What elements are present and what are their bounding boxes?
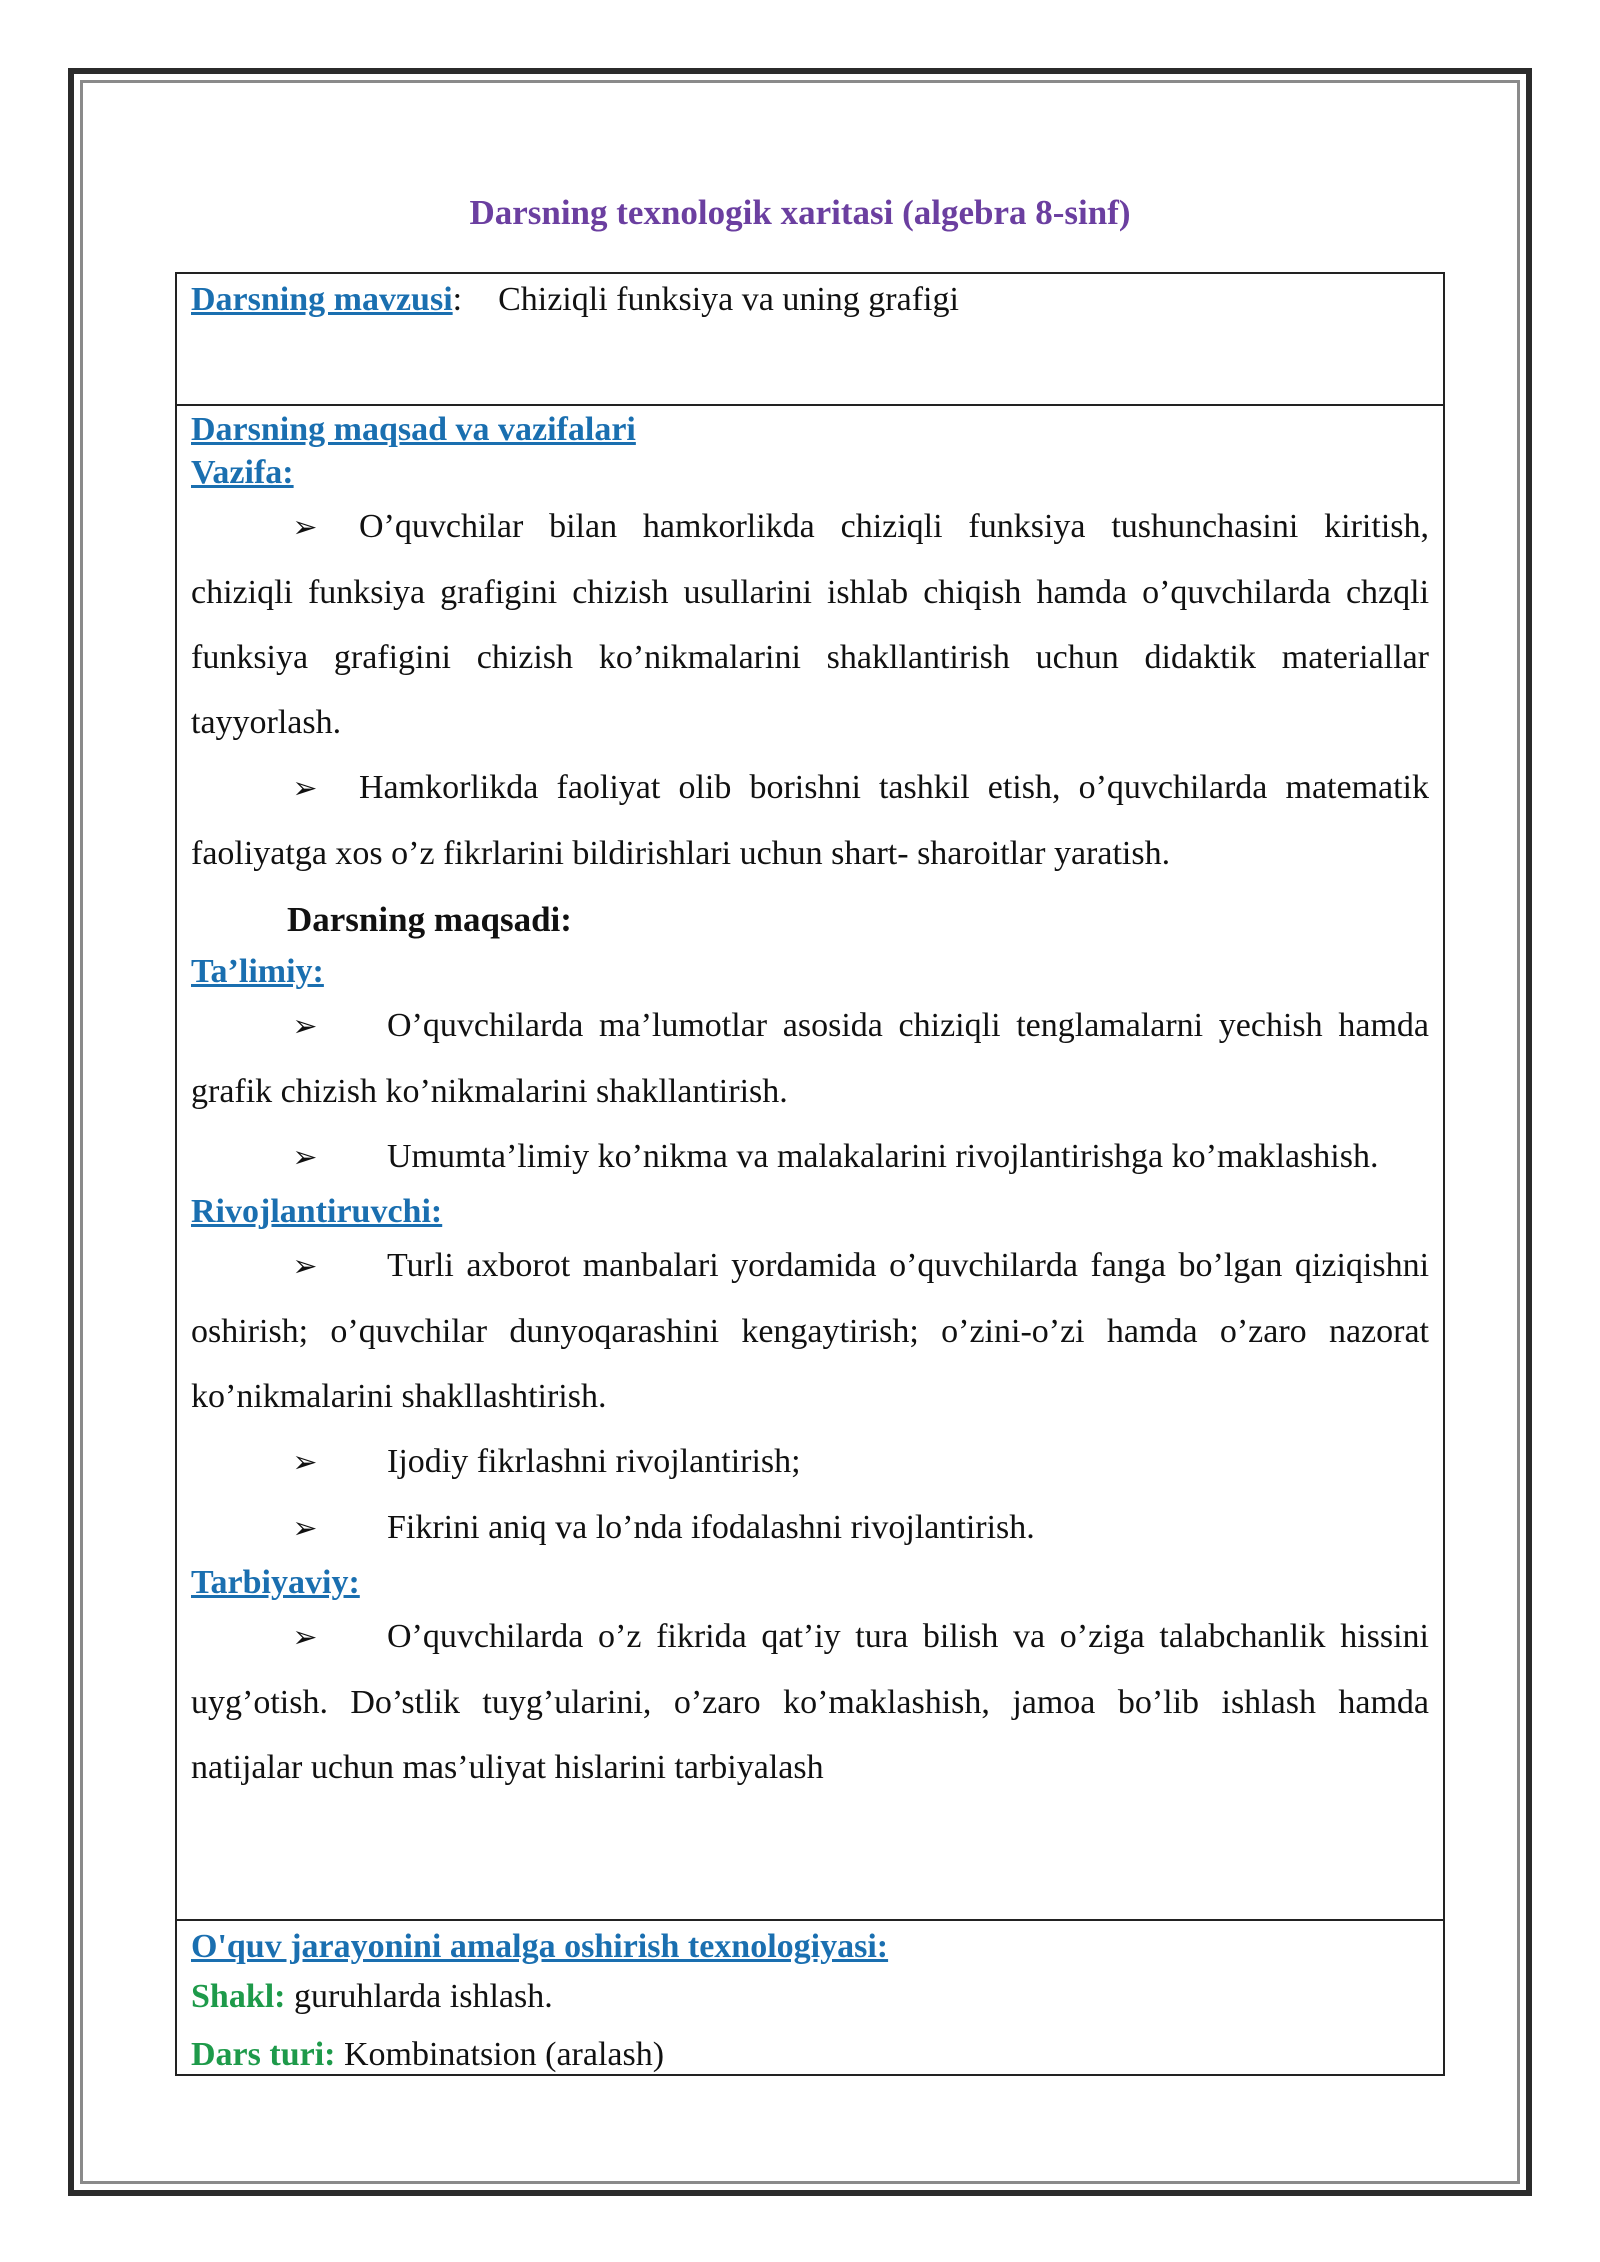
goals-heading: Darsning maqsad va vazifalari — [191, 411, 636, 448]
bullet-text-first-line: Fikrini aniq va lo’nda ifodalashni rivojlantirish. — [387, 1509, 1035, 1546]
bullet-text-first-line: Hamkorlikda faoliyat olib borishni tashkil etish, o’quvchilarda — [359, 769, 1268, 806]
maqsad-title: Darsning maqsadi: — [287, 900, 572, 939]
bullet-text-continuation: matematik faoliyatga xos o’z fikrlarini bildirishlari uchun shart- sharoitlar — [191, 769, 1430, 872]
topic-colon: : — [452, 281, 463, 318]
bullet-text-first-line: Umumta’limiy ko’nikma va malakalarini rivojlantirishga — [387, 1138, 1164, 1175]
bullet-paragraph — [191, 1495, 1429, 1561]
arrow-right-bullet-icon: ➢ — [292, 511, 318, 544]
topic-value: Chiziqli funksiya va uning grafigi — [498, 281, 959, 318]
rivojlantiruvchi-list — [191, 1233, 1429, 1561]
technology-heading: O'quv jarayonini amalga oshirish texnologiyasi: — [191, 1928, 889, 1965]
topic-line — [191, 276, 1429, 324]
arrow-right-bullet-icon: ➢ — [292, 1621, 318, 1654]
bullet-marker — [287, 1429, 323, 1495]
arrow-right-bullet-icon: ➢ — [292, 1141, 318, 1174]
bullet-marker — [287, 993, 323, 1059]
talimiy-list — [191, 993, 1429, 1190]
bullet-marker — [287, 1604, 323, 1670]
topic-row — [177, 274, 1443, 404]
bullet-text-continuation: hissini uyg’otish. Do’stlik tuyg’ularini, o’zaro ko’maklashish, jamoa bo’lib — [191, 1618, 1429, 1721]
dars-turi-line — [191, 2026, 1429, 2084]
bullet-text-continuation: hamda grafik chizish ko’nikmalarini shakllantirish. — [191, 1007, 1429, 1110]
bullet-text-continuation: chiziqli funksiya grafigini chizish usullarini ishlab chiqish hamda o’quvchilarda — [191, 574, 1331, 611]
bullet-text-first-line: O’quvchilar bilan hamkorlikda chiziqli funksiya tushunchasini kiritish, — [359, 508, 1429, 545]
bullet-marker — [287, 494, 323, 560]
rivojlantiruvchi-label: Rivojlantiruvchi: — [191, 1193, 443, 1230]
bullet-marker — [287, 1495, 323, 1561]
dars-turi-label: Dars turi: — [191, 2036, 336, 2073]
arrow-right-bullet-icon: ➢ — [292, 772, 318, 805]
topic-label: Darsning mavzusi — [191, 281, 453, 318]
tarbiyaviy-label: Tarbiyaviy: — [191, 1564, 360, 1601]
document-title: Darsning texnologik xaritasi (algebra 8-sinf) — [469, 193, 1131, 232]
technology-row — [177, 1919, 1443, 2074]
shakl-label: Shakl: — [191, 1978, 286, 2015]
bullet-paragraph — [191, 993, 1429, 1124]
bullet-text-first-line: Ijodiy fikrlashni rivojlantirish; — [387, 1443, 801, 1480]
bullet-paragraph — [191, 494, 1429, 755]
arrow-right-bullet-icon: ➢ — [292, 1250, 318, 1283]
talimiy-label: Ta’limiy: — [191, 953, 324, 990]
bullet-paragraph — [191, 1604, 1429, 1800]
bullet-paragraph — [191, 1233, 1429, 1429]
bullet-marker — [287, 1124, 323, 1190]
bullet-marker — [287, 755, 323, 821]
bullet-text-first-line: O’quvchilarda o’z fikrida qat’iy tura bilish va o’ziga talabchanlik — [387, 1618, 1326, 1655]
bullet-text-continuation: ko’maklashish. — [1171, 1138, 1379, 1175]
vazifa-label: Vazifa: — [191, 454, 294, 491]
bullet-text-first-line: O’quvchilarda ma’lumotlar asosida chiziqli tenglamalarni yechish — [387, 1007, 1323, 1044]
bullet-text-continuation: chzqli funksiya grafigini chizish ko’nikmalarini shakllantirish uchun didaktik — [191, 574, 1430, 676]
bullet-marker — [287, 1233, 323, 1299]
bullet-text-continuation: materiallar tayyorlash. — [191, 639, 1430, 741]
bullet-text-first-line: Turli axborot manbalari yordamida o’quvchilarda fanga bo’lgan — [387, 1247, 1283, 1284]
arrow-right-bullet-icon: ➢ — [292, 1446, 318, 1479]
bullet-paragraph — [191, 1429, 1429, 1495]
arrow-right-bullet-icon: ➢ — [292, 1010, 318, 1043]
arrow-right-bullet-icon: ➢ — [292, 1512, 318, 1545]
bullet-paragraph — [191, 1124, 1429, 1190]
shakl-value: guruhlarda ishlash. — [294, 1978, 553, 2015]
lesson-map-table — [175, 272, 1445, 2076]
tarbiyaviy-list — [191, 1604, 1429, 1800]
bullet-text-continuation: o’zaro nazorat ko’nikmalarini shakllashtirish. — [191, 1313, 1429, 1415]
dars-turi-value: Kombinatsion (aralash) — [343, 2036, 665, 2073]
bullet-text-continuation: qiziqishni oshirish; o’quvchilar dunyoqarashini kengaytirish; o’zini-o’zi hamda — [191, 1247, 1430, 1350]
vazifa-list — [191, 494, 1429, 886]
bullet-text-continuation: yaratish. — [1053, 835, 1171, 872]
shakl-line — [191, 1968, 1429, 2026]
bullet-text-continuation: ishlash hamda natijalar uchun mas’uliyat hislarini tarbiyalash — [191, 1684, 1430, 1786]
goals-row — [177, 404, 1443, 1919]
bullet-paragraph — [191, 755, 1429, 886]
